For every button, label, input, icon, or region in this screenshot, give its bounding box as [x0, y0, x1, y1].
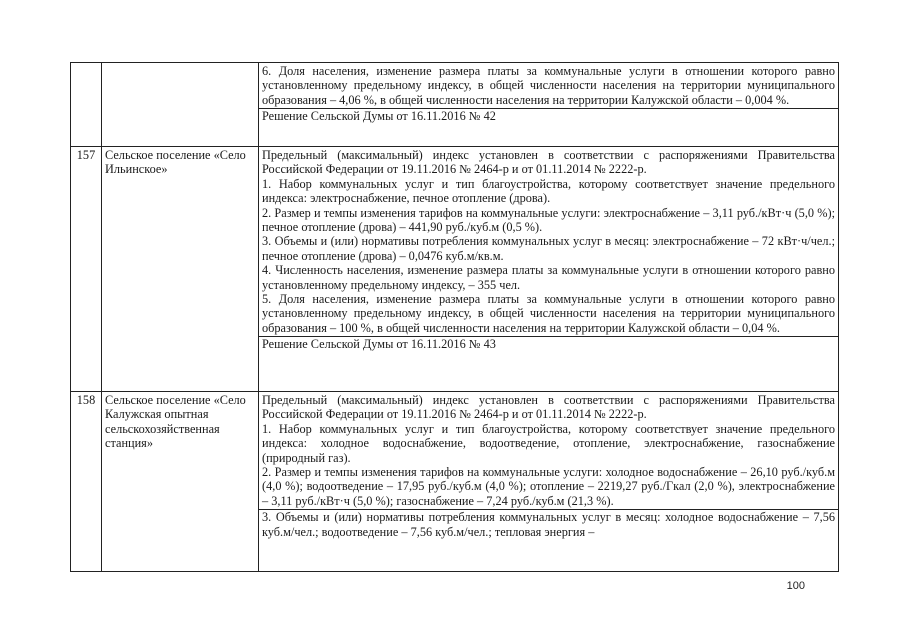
- decision-reference: Решение Сельской Думы от 16.11.2016 № 43: [262, 337, 496, 352]
- row-description: [259, 392, 839, 572]
- description-paragraph: 2. Размер и темпы изменения тарифов на коммунальные услуги: холодное водоснабжение – 26,10 руб./куб.м (4,0 %); водоотведение – 17,95 руб./куб.м (4,0 %); отопление – 2219,27 руб./Гкал (2,0 %), электроснабжение – 3,11 руб./кВт·ч (5,0 %); газоснабжение – 7,24 руб./куб.м (21,3 %).: [262, 465, 835, 508]
- row-number: 158: [71, 392, 102, 572]
- row-description: [259, 63, 839, 147]
- page-number: 100: [786, 580, 805, 592]
- row-description: [259, 147, 839, 392]
- description-paragraph: 2. Размер и темпы изменения тарифов на коммунальные услуги: электроснабжение – 3,11 руб./кВт·ч (5,0 %); печное отопление (дрова) – 441,90 руб./куб.м (0,5 %).: [262, 205, 835, 235]
- settlement-name: [102, 63, 259, 147]
- row-number: [71, 63, 102, 147]
- description-paragraph: 3. Объемы и (или) нормативы потребления коммунальных услуг в месяц: холодное водоснабжение – 7,56 куб.м/чел.; водоотведение – 7,56 куб.м/чел.; тепловая энергия –: [262, 510, 835, 539]
- settlement-name: Сельское поселение «Село Калужская опытная сельскохозяйственная станция»: [102, 392, 259, 572]
- description-paragraph: 1. Набор коммунальных услуг и тип благоустройства, которому соответствует значение предельного индекса: электроснабжение, печное отопление (дрова).: [262, 176, 835, 206]
- table-row: [71, 147, 839, 392]
- table-row: [71, 392, 839, 572]
- settlement-name: Сельское поселение «Село Ильинское»: [102, 147, 259, 392]
- description-paragraph: 3. Объемы и (или) нормативы потребления коммунальных услуг в месяц: электроснабжение – 72 кВт·ч/чел.; печное отопление (дрова) – 0,0476 куб.м/кв.м.: [262, 234, 835, 263]
- description-paragraph: 4. Численность населения, изменение размера платы за коммунальные услуги в отношении которого равно установленному предельному индексу, – 355 чел.: [262, 263, 835, 292]
- table-row: [71, 63, 839, 147]
- row-number: 157: [71, 147, 102, 392]
- decision-reference: Решение Сельской Думы от 16.11.2016 № 42: [262, 109, 496, 124]
- description-paragraph: 5. Доля населения, изменение размера платы за коммунальные услуги в отношении которого равно установленному предельному индексу, в общей численности населения на территории муниципального образования – 100 %, в общей численности населения на территории Калужской области – 0,04 %.: [262, 292, 835, 335]
- description-paragraph: 6. Доля населения, изменение размера платы за коммунальные услуги в отношении которого равно установленному предельному индексу, в общей численности населения на территории муниципального образования – 4,06 %, в общей численности населения на территории Калужской области – 0,004 %.: [262, 64, 835, 107]
- description-paragraph: Предельный (максимальный) индекс установлен в соответствии с распоряжениями Правительства Российской Федерации от 19.11.2016 № 2464-р и от 01.11.2014 № 2222-р.: [262, 148, 835, 177]
- tariff-index-table: [70, 62, 839, 572]
- description-paragraph: 1. Набор коммунальных услуг и тип благоустройства, которому соответствует значение предельного индекса: холодное водоснабжение, водоотведение, отопление, электроснабжение, газоснабжение (природный газ).: [262, 421, 835, 465]
- description-paragraph: Предельный (максимальный) индекс установлен в соответствии с распоряжениями Правительства Российской Федерации от 19.11.2016 № 2464-р и от 01.11.2014 № 2222-р.: [262, 393, 835, 422]
